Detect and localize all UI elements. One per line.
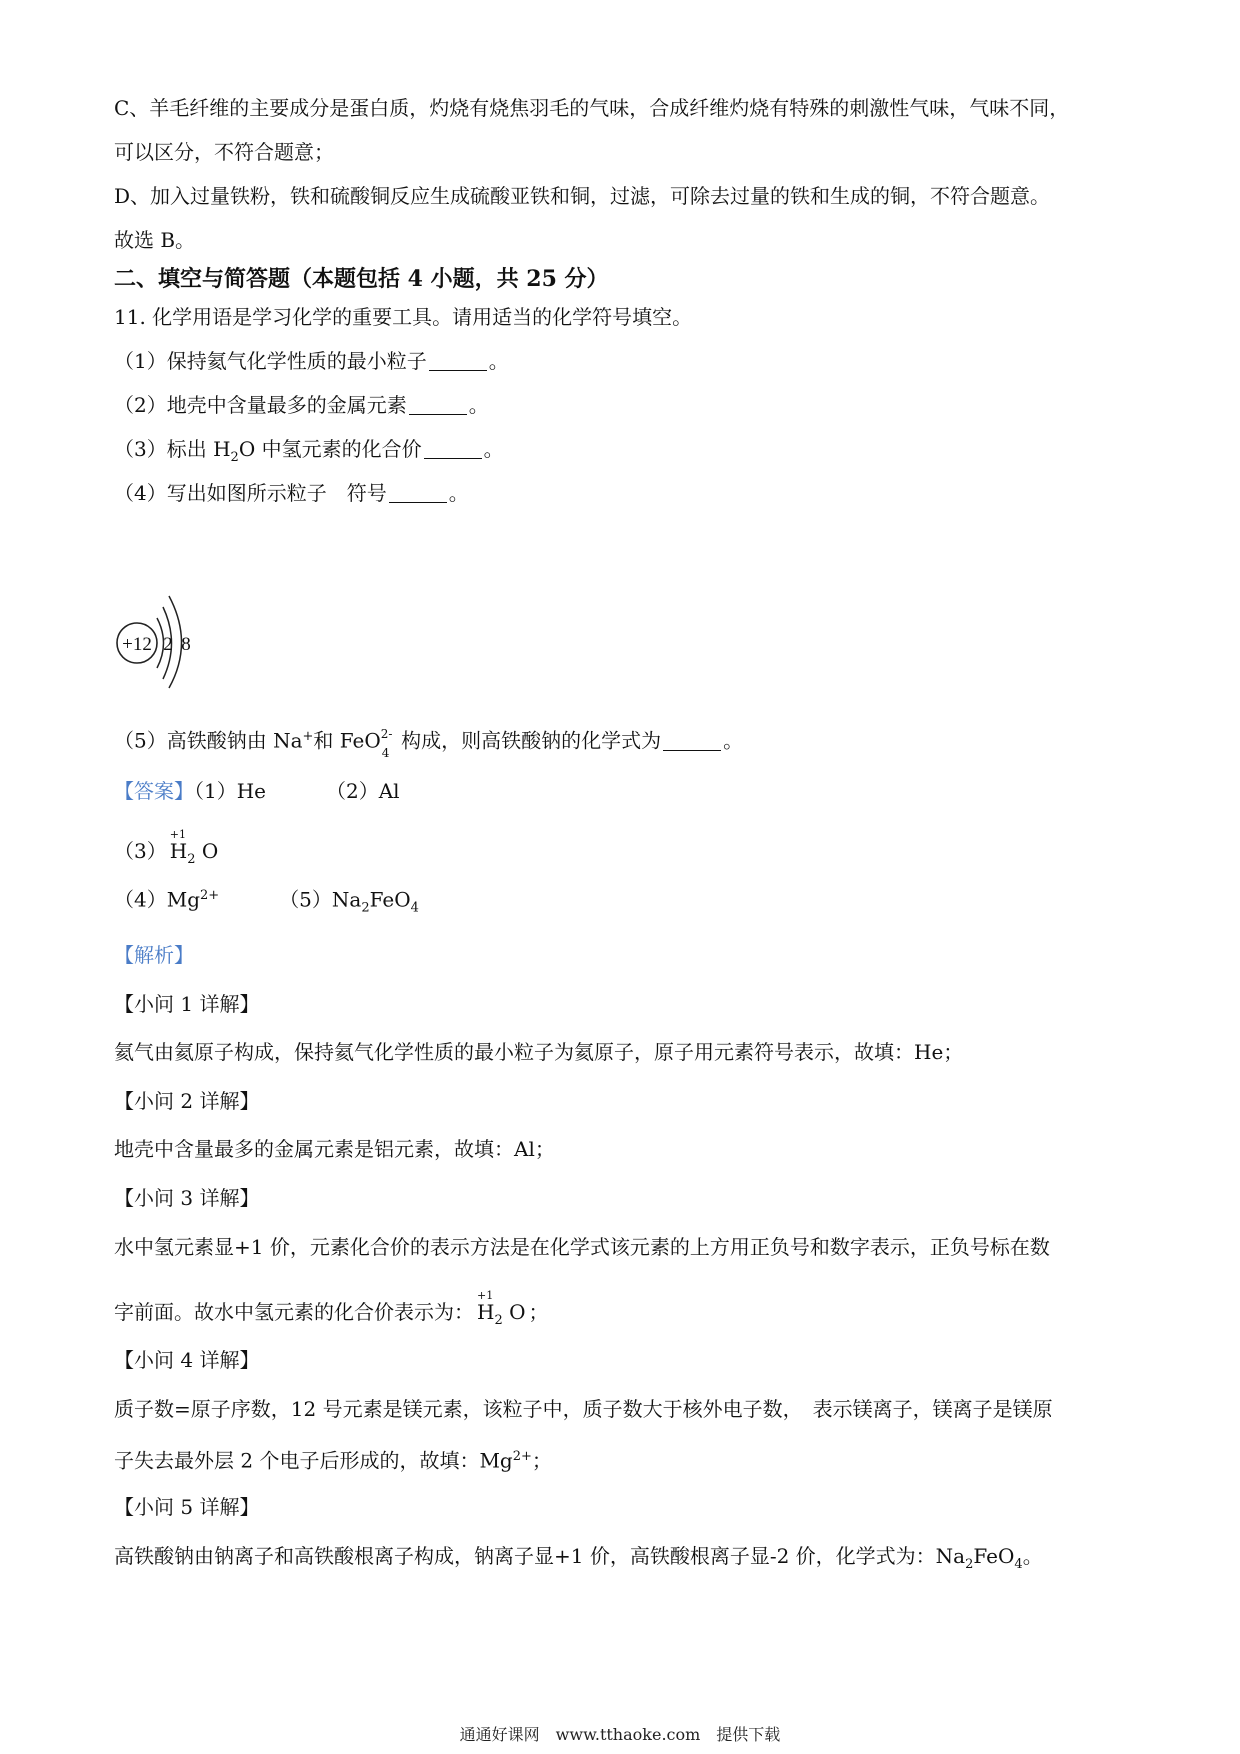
answer-row-1: 【答案】（1）He （2）Al — [114, 779, 400, 803]
answer-blank — [663, 730, 721, 751]
option-c-line1: C、羊毛纤维的主要成分是蛋白质，灼烧有烧焦羽毛的气味，合成纤维灼烧有特殊的刺激性气味，气味不同， — [114, 96, 1070, 120]
subquestion-1-heading: 【小问 1 详解】 — [114, 992, 260, 1016]
subquestion-3-text-line2: 字前面。故水中氢元素的化合价表示为： +1 $H_2$ O ； — [114, 1290, 549, 1335]
answer-blank — [389, 482, 447, 503]
shell2-electrons: 8 — [181, 634, 191, 655]
shell1-electrons: 2 — [163, 634, 173, 655]
subquestion-2-heading: 【小问 2 详解】 — [114, 1089, 260, 1113]
section-title: 二、填空与简答题（本题包括 4 小题，共 25 分） — [114, 266, 609, 292]
answer-row-2: （3） +1 $H_2$ O — [114, 829, 221, 874]
subquestion-4-heading: 【小问 4 详解】 — [114, 1348, 260, 1372]
ion-structure-diagram — [112, 580, 222, 690]
answer-tag: 【答案】 — [114, 779, 194, 803]
subquestion-4-text-line2: 子失去最外层 2 个电子后形成的，故填：$Mg^{2+}$； — [114, 1448, 552, 1473]
analysis-tag: 【解析】 — [114, 943, 194, 967]
option-d: D、加入过量铁粉，铁和硫酸铜反应生成硫酸亚铁和铜，过滤，可除去过量的铁和生成的铜，不符合题意。 — [114, 184, 1051, 208]
choose-answer: 故选 B。 — [114, 228, 196, 252]
q11-part1: （1）保持氦气化学性质的最小粒子 。 — [114, 349, 509, 373]
answer-blank — [409, 394, 467, 415]
subquestion-5-text: 高铁酸钠由钠离子和高铁酸根离子构成，钠离子显+1 价，高铁酸根离子显-2 价，化学式为：$Na_2FeO_4$。 — [114, 1544, 1043, 1572]
page-footer: 通通好课网 www.tthaoke.com 提供下载 — [459, 1725, 781, 1744]
q11-part2: （2）地壳中含量最多的金属元素 。 — [114, 393, 489, 417]
q11-part5: （5）高铁酸钠由 Na+和 FeO 2- 4 构成，则高铁酸钠的化学式为 。 — [114, 726, 744, 760]
subquestion-5-heading: 【小问 5 详解】 — [114, 1495, 260, 1519]
subquestion-2-text: 地壳中含量最多的金属元素是铝元素，故填：Al； — [114, 1137, 555, 1161]
answer-row-3: $(4)Mg^{2+}$ $(5)Na_2FeO_4$ — [114, 887, 419, 916]
subquestion-4-text-line1: 质子数=原子序数，12 号元素是镁元素，该粒子中，质子数大于核外电子数， 表示镁离子，镁离子是镁原 — [114, 1397, 1053, 1421]
option-c-line2: 可以区分，不符合题意； — [114, 140, 334, 164]
q11-part4: （4）写出如图所示粒子 符号 。 — [114, 481, 469, 505]
q11-stem: 11. 化学用语是学习化学的重要工具。请用适当的化学符号填空。 — [114, 305, 693, 329]
answer-blank — [424, 438, 482, 459]
subquestion-3-heading: 【小问 3 详解】 — [114, 1186, 260, 1210]
valence-notation: +1 $H_2$ O — [477, 1289, 526, 1328]
q11-part3: （3）标出 $H_2O$ 中氢元素的化合价 。 — [114, 437, 504, 465]
subquestion-1-text: 氦气由氦原子构成，保持氦气化学性质的最小粒子为氦原子，原子用元素符号表示，故填：He； — [114, 1040, 964, 1064]
nucleus-charge: +12 — [122, 634, 152, 655]
subquestion-3-text-line1: 水中氢元素显+1 价，元素化合价的表示方法是在化学式该元素的上方用正负号和数字表示，正负号标在数 — [114, 1235, 1050, 1259]
answer-blank — [429, 350, 487, 371]
valence-notation: +1 $H_2$ O — [169, 828, 219, 867]
